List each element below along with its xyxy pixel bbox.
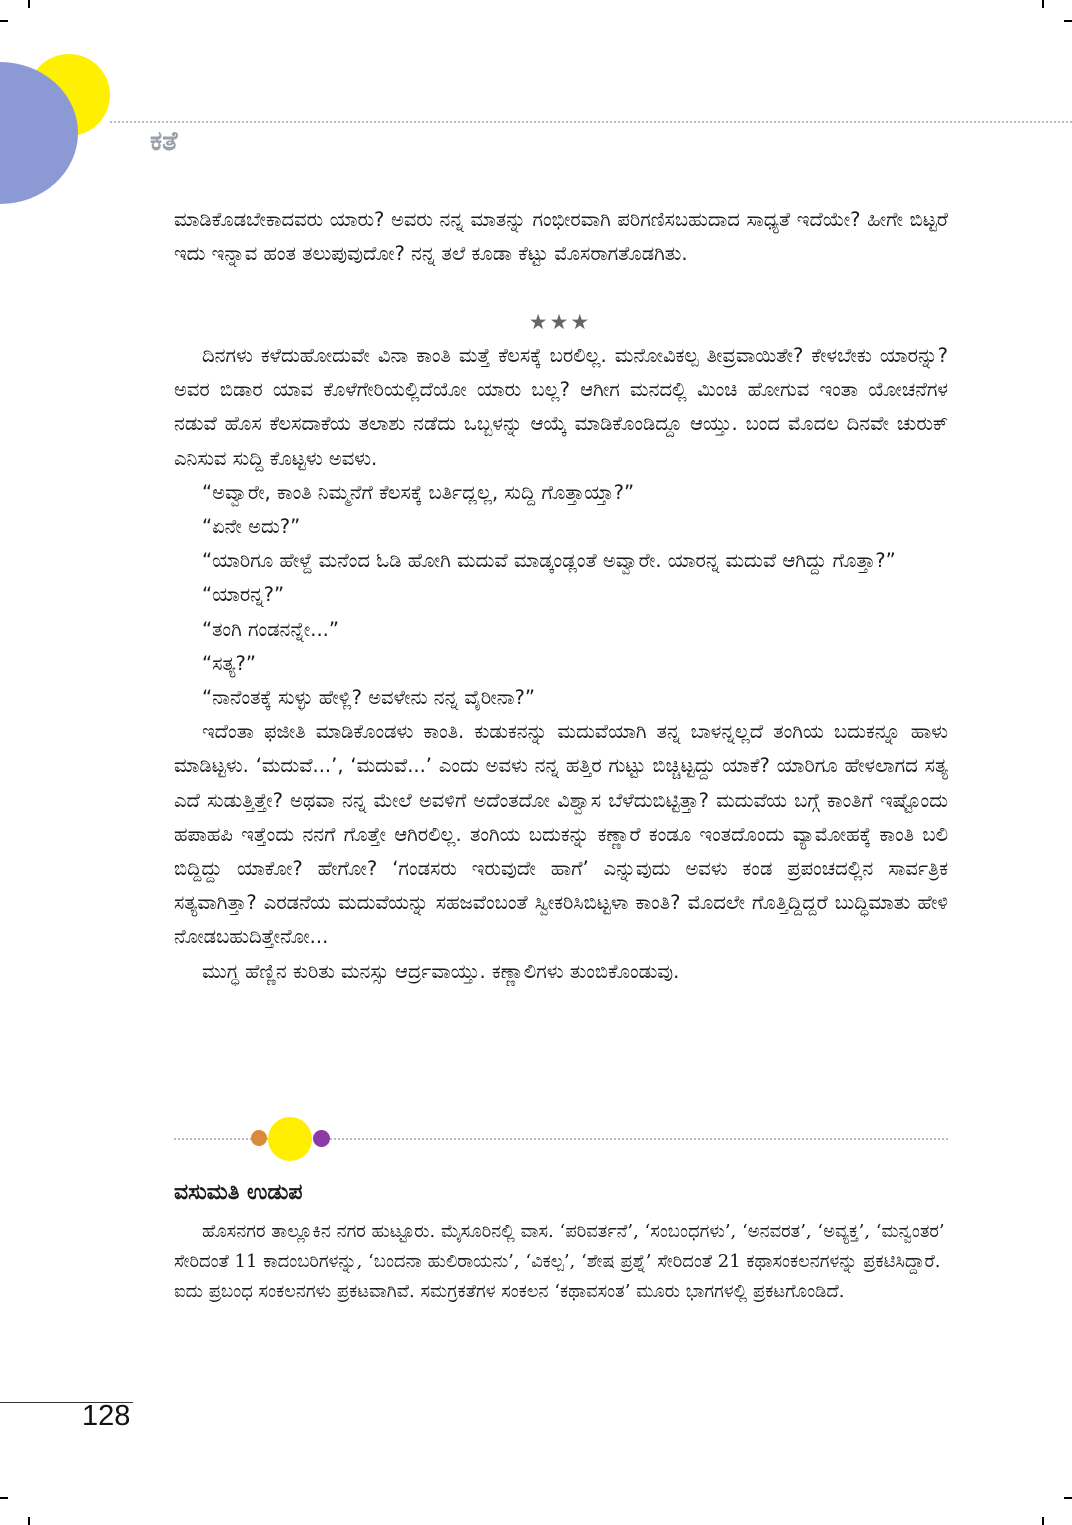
paragraph-continuation: ಮಾಡಿಕೊಡಬೇಕಾದವರು ಯಾರು? ಅವರು ನನ್ನ ಮಾತನ್ನು ಗಂಭೀರವಾಗಿ ಪರಿಗಣಿಸಬಹುದಾದ ಸಾಧ್ಯತೆ ಇದೆಯೇ? ಹೀಗೇ ಬಿಟ್ಟರೆ ಇದು ಇನ್ನಾವ ಹಂತ ತಲುಪುವುದೋ? ನನ್ನ ತಲೆ ಕೂಡಾ ಕೆಟ್ಟು ಮೊಸರಾಗತೊಡಗಿತು. — [174, 208, 948, 266]
crop-mark-bottom-right — [1042, 1517, 1044, 1525]
page-number: 128 — [82, 1400, 131, 1432]
dialogue-line: “ಯಾರಿಗೂ ಹೇಳ್ದೆ ಮನೆಂದ ಓಡಿ ಹೋಗಿ ಮದುವೆ ಮಾಡ್ಕಂಡ್ಲಂತೆ ಅವ್ವಾರೇ. ಯಾರನ್ನ ಮದುವೆ ಆಗಿದ್ದು ಗೊತ್ತಾ?” — [202, 549, 896, 573]
author-bio-text: ಹೊಸನಗರ ತಾಲ್ಲೂಕಿನ ನಗರ ಹುಟ್ಟೂರು. ಮೈಸೂರಿನಲ್ಲಿ ವಾಸ. ‘ಪರಿವರ್ತನೆ’, ‘ಸಂಬಂಧಗಳು’, ‘ಅನವರತ’, ‘ಅವ್ಯಕ್ತ’, ‘ಮನ್ವಂತರ’ ಸೇರಿದಂತೆ 11 ಕಾದಂಬರಿಗಳನ್ನು, ‘ಬಂದನಾ ಹುಲಿರಾಯನು’, ‘ವಿಕಲ್ಪ’, ‘ಶೇಷ ಪ್ರಶ್ನೆ’ ಸೇರಿದಂತೆ 21 ಕಥಾಸಂಕಲನಗಳನ್ನು ಪ್ರಕಟಿಸಿದ್ದಾರೆ. ಐದು ಪ್ರಬಂಧ ಸಂಕಲನಗಳು ಪ್ರಕಟವಾಗಿವೆ. ಸಮಗ್ರಕತೆಗಳ ಸಂಕಲನ ‘ಕಥಾವಸಂತ’ ಮೂರು ಭಾಗಗಳಲ್ಲಿ ಪ್ರಕಟಗೊಂಡಿದೆ. — [174, 1221, 945, 1302]
dialogue-line: “ಸತ್ಯ?” — [202, 651, 256, 675]
story-text-top — [174, 203, 948, 271]
section-separator-stars: ★★★ — [528, 310, 592, 334]
header-dotted-rule — [110, 121, 1072, 123]
dialogue-line: “ತಂಗಿ ಗಂಡನನ್ನೇ...” — [202, 617, 339, 641]
dialogue-line: “ಅವ್ವಾರೇ, ಕಾಂತಿ ನಿಮ್ಮನೆಗೆ ಕೆಲಸಕ್ಕೆ ಬರ್ತಿದ್ಲಲ್ಲ, ಸುದ್ದಿ ಗೊತ್ತಾಯ್ತಾ?” — [202, 480, 635, 504]
paragraph: ಮುಗ್ಧ ಹೆಣ್ಣಿನ ಕುರಿತು ಮನಸ್ಸು ಆರ್ದ್ರವಾಯ್ತು. ಕಣ್ಣಾಲಿಗಳು ತುಂಬಿಕೊಂಡುವು. — [202, 959, 680, 983]
crop-mark-bottom-left — [28, 1517, 30, 1525]
author-name: ವಸುಮತಿ ಉಡುಪ — [174, 1180, 303, 1205]
crop-mark-left-upper — [0, 20, 8, 22]
author-bio — [174, 1180, 948, 1307]
crop-mark-right-lower — [1064, 1497, 1072, 1499]
crop-mark-right-upper — [1064, 20, 1072, 22]
crop-mark-left-lower — [0, 1497, 8, 1499]
crop-mark-top-right — [1042, 0, 1044, 8]
decor-purple-dot — [313, 1130, 330, 1147]
dialogue-line: “ಯಾರನ್ನ?” — [202, 583, 285, 607]
dialogue-line: “ಏನೇ ಅದು?” — [202, 515, 301, 539]
paragraph: ದಿನಗಳು ಕಳೆದುಹೋದುವೇ ವಿನಾ ಕಾಂತಿ ಮತ್ತೆ ಕೆಲಸಕ್ಕೆ ಬರಲಿಲ್ಲ. ಮನೋವಿಕಲ್ಪ ತೀವ್ರವಾಯಿತೇ? ಕೇಳಬೇಕು ಯಾರನ್ನು? ಅವರ ಬಿಡಾರ ಯಾವ ಕೊಳೆಗೇರಿಯಲ್ಲಿದೆಯೋ ಯಾರು ಬಲ್ಲ? ಆಗೀಗ ಮನದಲ್ಲಿ ಮಿಂಚಿ ಹೋಗುವ ಇಂತಾ ಯೋಚನೆಗಳ ನಡುವೆ ಹೊಸ ಕೆಲಸದಾಕೆಯ ತಲಾಶು ನಡೆದು ಒಬ್ಬಳನ್ನು ಆಯ್ಕೆ ಮಾಡಿಕೊಂಡಿದ್ದೂ ಆಯ್ತು. ಬಂದ ಮೊದಲ ದಿನವೇ ಚುರುಕ್ ಎನಿಸುವ ಸುದ್ದಿ ಕೊಟ್ಟಳು ಅವಳು. — [174, 344, 948, 470]
decor-orange-dot — [251, 1130, 267, 1146]
story-text-main — [174, 339, 948, 989]
dialogue-line: “ನಾನೆಂತಕ್ಕೆ ಸುಳ್ಳು ಹೇಳ್ಲಿ? ಅವಳೇನು ನನ್ನ ವೈರೀನಾ?” — [202, 686, 535, 710]
paragraph: ಇದೆಂತಾ ಫಜೀತಿ ಮಾಡಿಕೊಂಡಳು ಕಾಂತಿ. ಕುಡುಕನನ್ನು ಮದುವೆಯಾಗಿ ತನ್ನ ಬಾಳನ್ನಲ್ಲದೆ ತಂಗಿಯ ಬದುಕನ್ನೂ ಹಾಳು ಮಾಡಿಟ್ಟಳು. ‘ಮದುವೆ...’, ‘ಮದುವೆ...’ ಎಂದು ಅವಳು ನನ್ನ ಹತ್ತಿರ ಗುಟ್ಟು ಬಿಚ್ಚಿಟ್ಟದ್ದು ಯಾಕೆ? ಯಾರಿಗೂ ಹೇಳಲಾಗದ ಸತ್ಯ ಎದೆ ಸುಡುತ್ತಿತ್ತೇ? ಅಥವಾ ನನ್ನ ಮೇಲೆ ಅವಳಿಗೆ ಅದೆಂತದೋ ವಿಶ್ವಾಸ ಬೆಳೆದುಬಿಟ್ಟಿತ್ತಾ? ಮದುವೆಯ ಬಗ್ಗೆ ಕಾಂತಿಗೆ ಇಷ್ಟೊಂದು ಹಪಾಹಪಿ ಇತ್ತೆಂದು ನನಗೆ ಗೊತ್ತೇ ಆಗಿರಲಿಲ್ಲ. ತಂಗಿಯ ಬದುಕನ್ನು ಕಣ್ಣಾರೆ ಕಂಡೂ ಇಂತದೊಂದು ವ್ಯಾಮೋಹಕ್ಕೆ ಕಾಂತಿ ಬಲಿ ಬಿದ್ದಿದ್ದು ಯಾಕೋ? ಹೇಗೋ? ‘ಗಂಡಸರು ಇರುವುದೇ ಹಾಗೆ’ ಎನ್ನುವುದು ಅವಳು ಕಂಡ ಪ್ರಪಂಚದಲ್ಲಿನ ಸಾರ್ವತ್ರಿಕ ಸತ್ಯವಾಗಿತ್ತಾ? ಎರಡನೆಯ ಮದುವೆಯನ್ನು ಸಹಜವೆಂಬಂತೆ ಸ್ವೀಕರಿಸಿಬಿಟ್ಟಳಾ ಕಾಂತಿ? ಮೊದಲೇ ಗೊತ್ತಿದ್ದಿದ್ದರೆ ಬುದ್ಧಿಮಾತು ಹೇಳಿ ನೋಡಬಹುದಿತ್ತೇನೋ... — [174, 720, 948, 949]
section-label: ಕತೆ — [150, 126, 178, 157]
crop-mark-top-left — [28, 0, 30, 8]
decor-yellow-dot — [268, 1117, 312, 1161]
